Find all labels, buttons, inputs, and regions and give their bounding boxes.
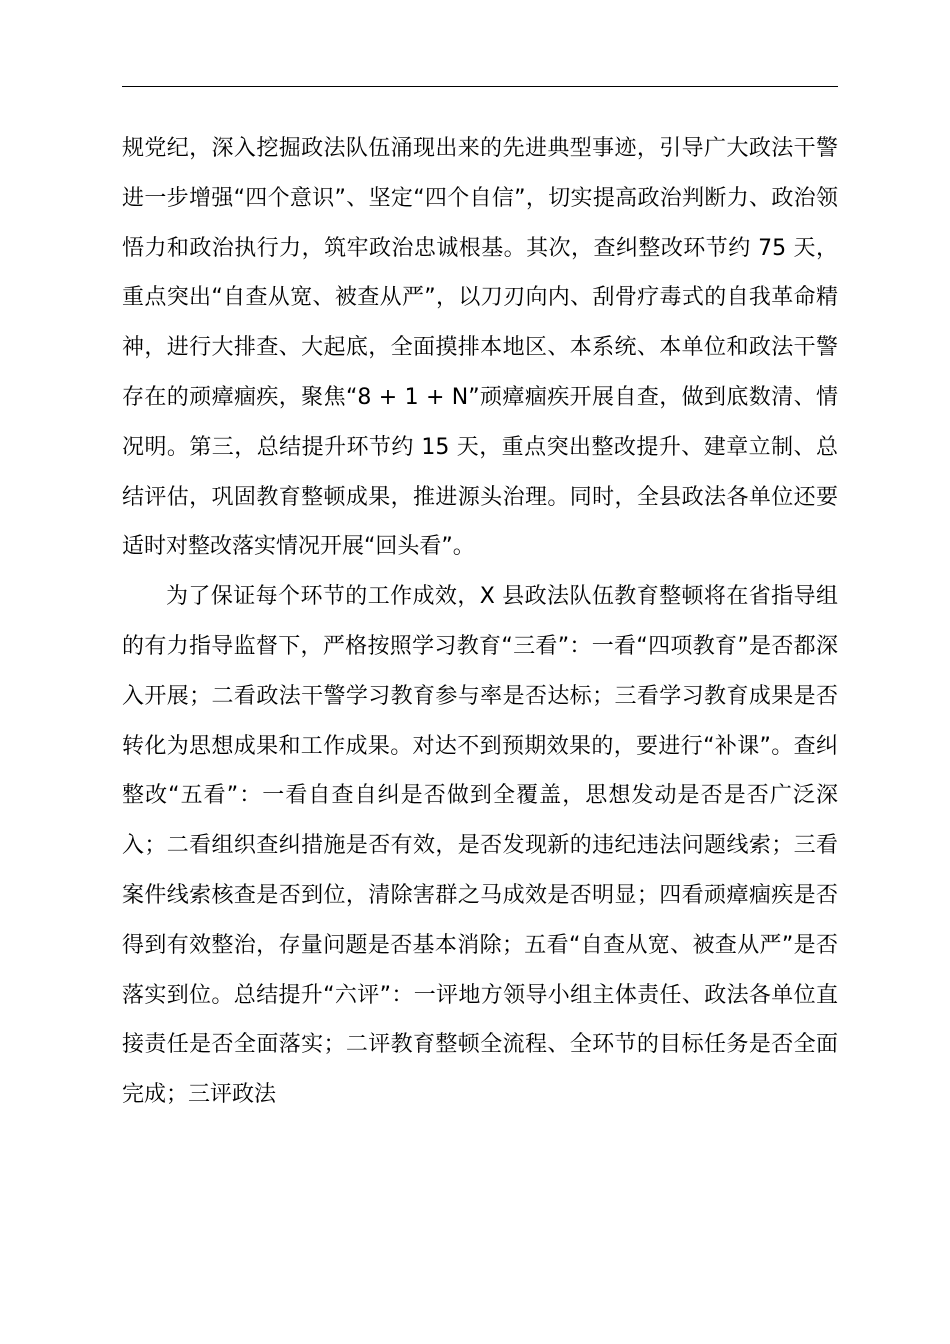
document-body [122, 124, 838, 1120]
paragraph-1: 规党纪，深入挖掘政法队伍涌现出来的先进典型事迹，引导广大政法干警进一步增强“四个意识”、坚定“四个自信”，切实提高政治判断力、政治领悟力和政治执行力，筑牢政治忠诚根基。其次，查纠整改环节约 75 天，重点突出“自查从宽、被查从严”，以刀刃向内、刮骨疗毒式的自我革命精神，进行大排查、大起底，全面摸排本地区、本系统、本单位和政法干警存在的顽瘴痼疾，聚焦“8 + 1 + N”顽瘴痼疾开展自查，做到底数清、情况明。第三，总结提升环节约 15 天，重点突出整改提升、建章立制、总结评估，巩固教育整顿成果，推进源头治理。同时，全县政法各单位还要适时对整改落实情况开展“回头看”。 [122, 136, 838, 560]
paragraph-2: 为了保证每个环节的工作成效，X 县政法队伍教育整顿将在省指导组的有力指导监督下，严格按照学习教育“三看”：一看“四项教育”是否都深入开展；二看政法干警学习教育参与率是否达标；三看学习教育成果是否转化为思想成果和工作成果。对达不到预期效果的，要进行“补课”。查纠整改“五看”：一看自查自纠是否做到全覆盖，思想发动是否是否广泛深入；二看组织查纠措施是否有效，是否发现新的违纪违法问题线索；三看案件线索核查是否到位，清除害群之马成效是否明显；四看顽瘴痼疾是否得到有效整治，存量问题是否基本消除；五看“自查从宽、被查从严”是否落实到位。总结提升“六评”：一评地方领导小组主体责任、政法各单位直接责任是否全面落实；二评教育整顿全流程、全环节的目标任务是否全面完成；三评政法 [122, 584, 838, 1108]
header-rule [122, 86, 838, 87]
